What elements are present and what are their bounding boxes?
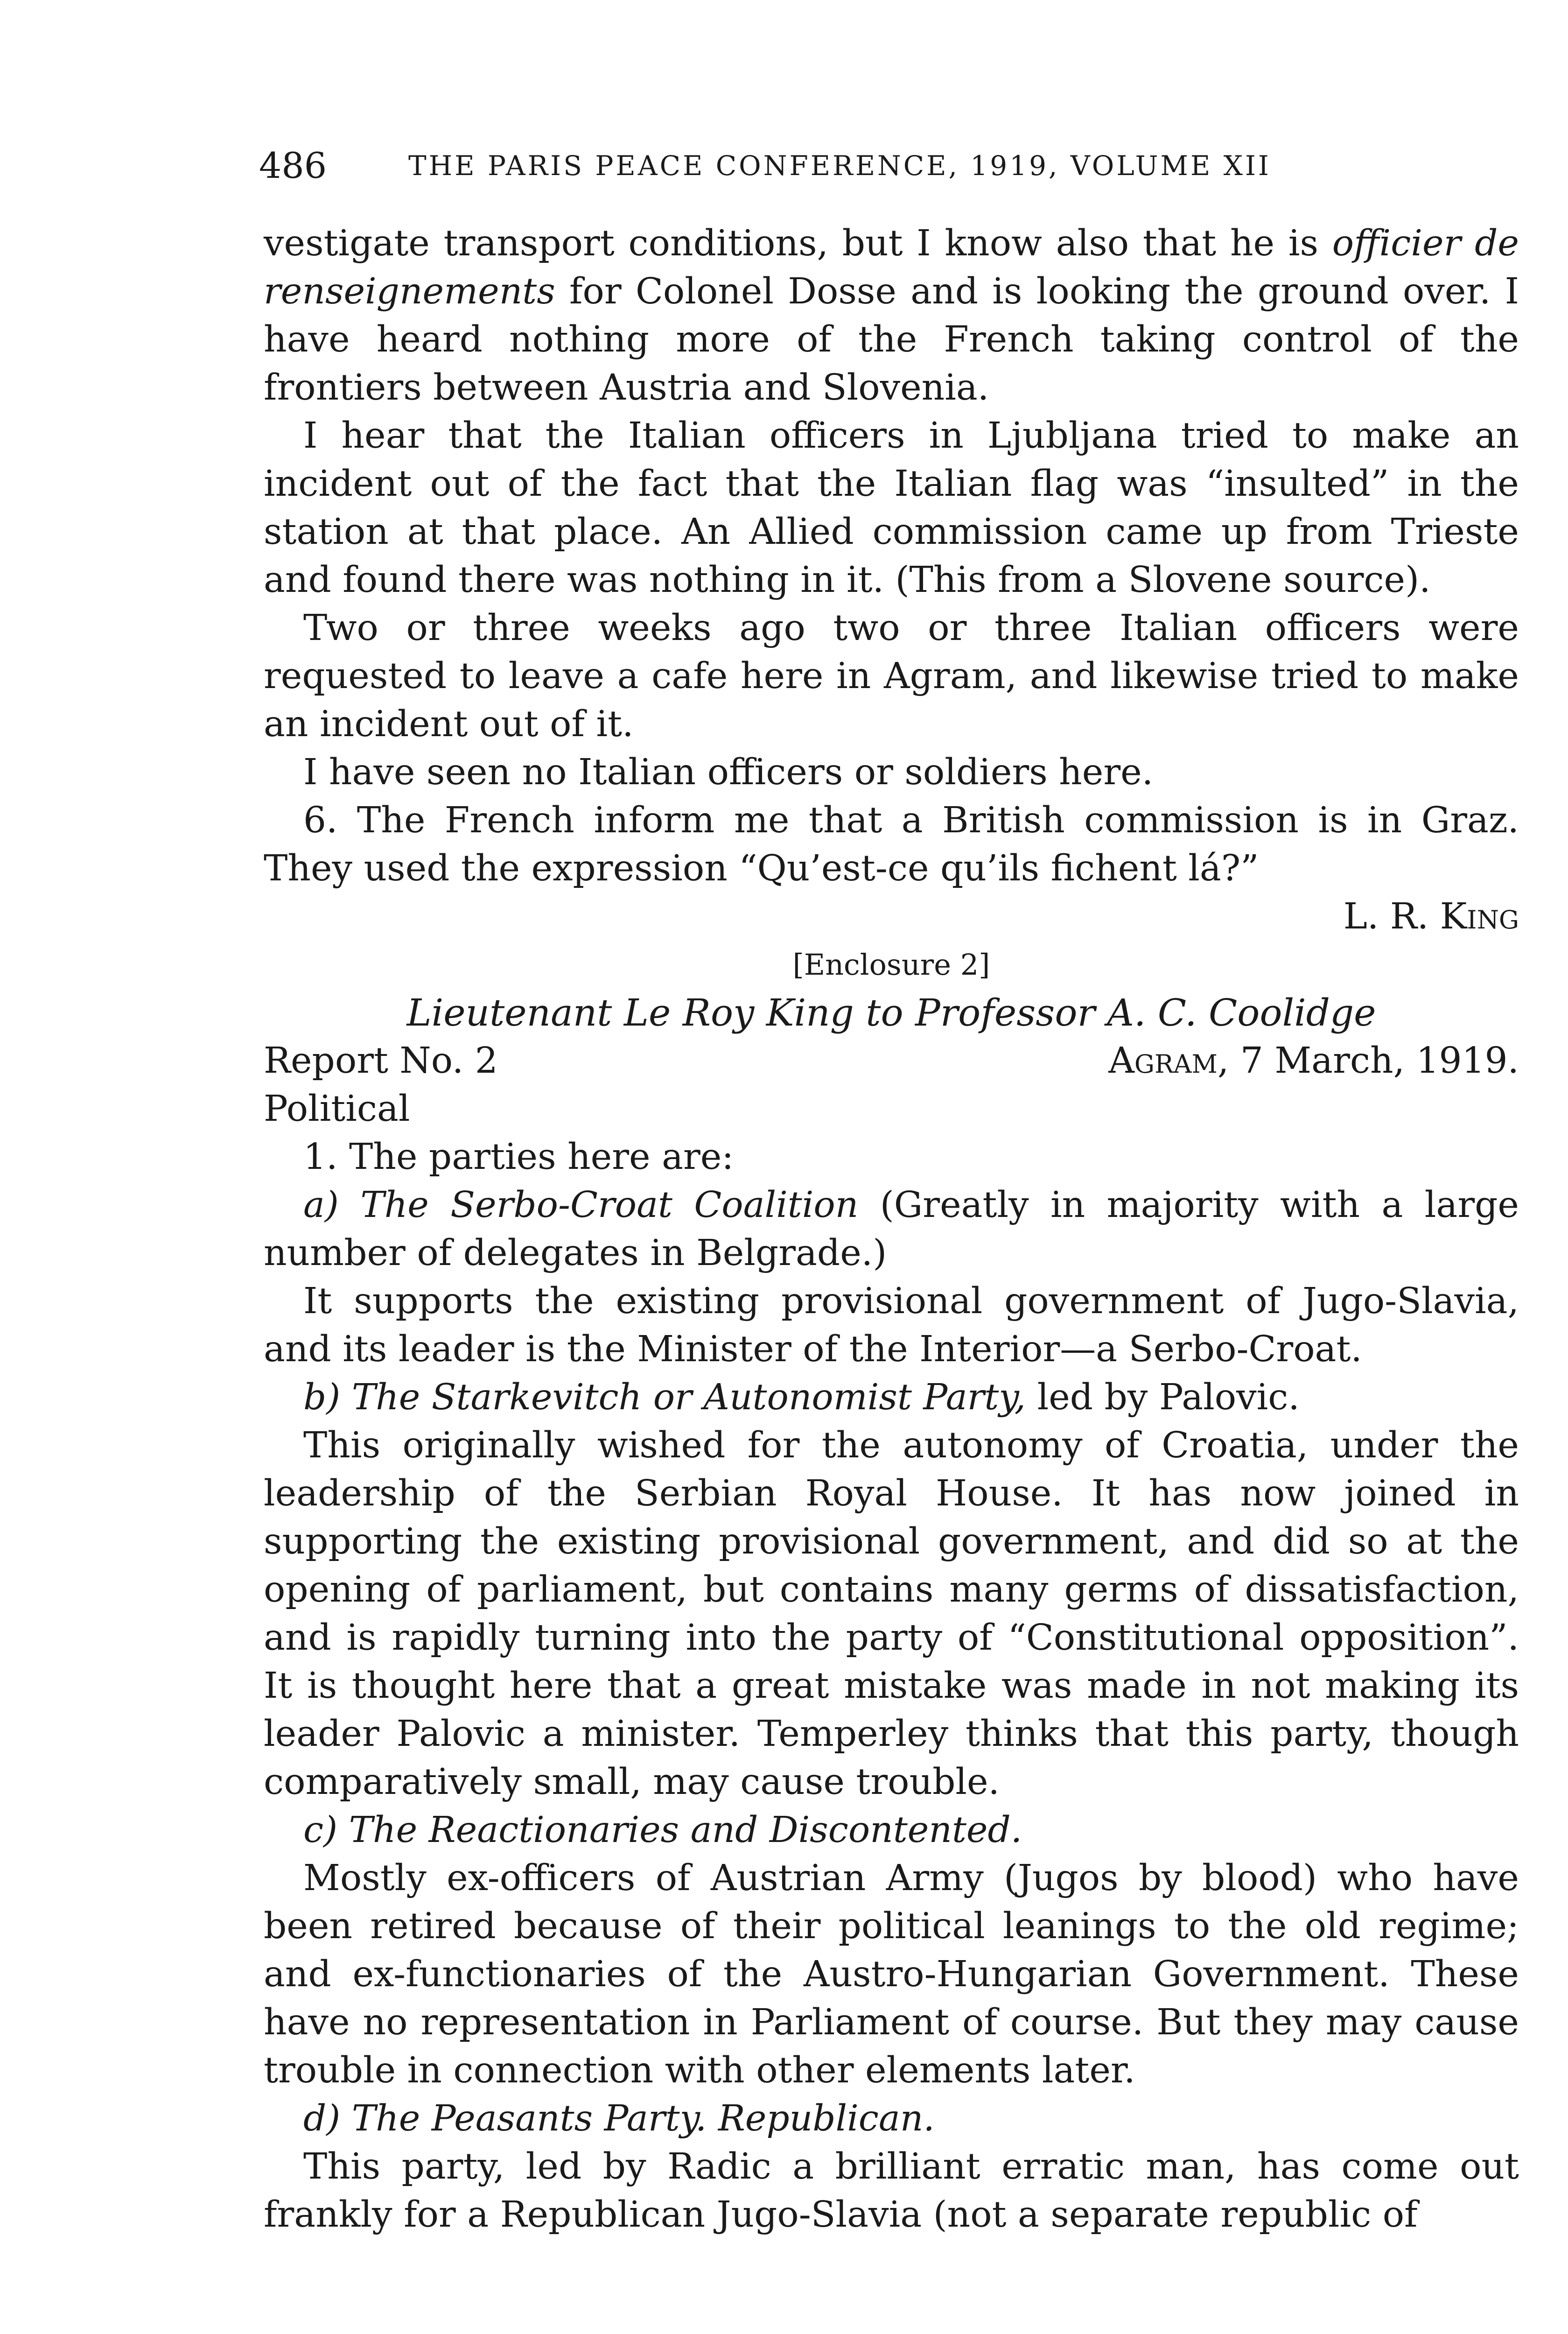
party-description: (Greatly in majority with a large number of delegates in Belgrade.) — [264, 1184, 1519, 1274]
paragraph-continuation — [264, 219, 1519, 412]
paragraph: I have seen no Italian officers or soldiers here. — [303, 752, 1154, 793]
report-dateline — [1108, 1037, 1519, 1085]
list-label: c) — [303, 1809, 349, 1851]
numbered-item: 1. The parties here are: — [303, 1136, 734, 1178]
paragraph: It supports the existing provisional government of Jugo-Slavia, and its leader is the Minister of the Interior—a Serbo-Croat. — [264, 1280, 1519, 1370]
page-header — [259, 140, 1519, 191]
party-name: The Starkevitch or Autonomist Party, — [351, 1377, 1026, 1418]
enclosure-label: [Enclosure 2] — [792, 948, 990, 982]
party-name: The Serbo-Croat Coalition — [360, 1184, 859, 1226]
letter-heading: Lieutenant Le Roy King to Professor A. C. Coolidge — [406, 991, 1376, 1034]
paragraph: Two or three weeks ago two or three Italian officers were requested to leave a cafe here in Agram, and likewise tried to make an incident out of it. — [264, 607, 1519, 745]
party-b-heading — [264, 1373, 1519, 1421]
running-head: THE PARIS PEACE CONFERENCE, 1919, VOLUME XII — [408, 150, 1271, 182]
party-d-heading — [264, 2095, 1519, 2143]
list-label: a) — [303, 1184, 361, 1226]
report-date: , 7 March, 1919. — [1217, 1040, 1519, 1082]
party-c-heading — [264, 1806, 1519, 1854]
report-place: Agram — [1108, 1040, 1218, 1082]
signature: L. R. King — [1343, 896, 1519, 937]
paragraph: This party, led by Radic a brilliant erratic man, has come out frankly for a Republican Jugo-Slavia (not a separate republic of — [264, 2146, 1519, 2236]
party-a-heading — [264, 1181, 1519, 1277]
italic-phrase: officier de renseignements — [264, 223, 1519, 312]
party-name: The Peasants Party. Republican. — [351, 2098, 935, 2139]
report-category: Political — [264, 1088, 410, 1130]
report-number: Report No. 2 — [264, 1040, 498, 1082]
party-name: The Reactionaries and Discontented. — [349, 1809, 1022, 1851]
document-body — [264, 219, 1519, 2239]
list-label: d) — [303, 2098, 352, 2139]
paragraph: 6. The French inform me that a British commission is in Graz. They used the expression “Qu’est-ce qu’ils fichent lá?” — [264, 800, 1519, 889]
list-label: b) — [303, 1377, 352, 1418]
paragraph-text: vestigate transport conditions, but I know also that he is — [264, 223, 1332, 264]
paragraph: Mostly ex-officers of Austrian Army (Jugos by blood) who have been retired because of their political leanings to the old regime; and ex-functionaries of the Austro-Hungarian Government. These have no representation in Parliament of course. But they may cause trouble in connection with other elements later. — [264, 1857, 1519, 2091]
paragraph-text: for Colonel Dosse and is looking the ground over. I have heard nothing more of the French taking control of the frontiers between Austria and Slovenia. — [264, 271, 1519, 408]
report-line — [264, 1037, 1519, 1085]
paragraph: This originally wished for the autonomy of Croatia, under the leadership of the Serbian Royal House. It has now joined in supporting the existing provisional government, and did so at the opening of parliament, but contains many germs of dissatisfaction, and is rapidly turning into the party of “Constitutional opposition”. It is thought here that a great mistake was made in not making its leader Palovic a minister. Temperley thinks that this party, though comparatively small, may cause trouble. — [264, 1425, 1519, 1803]
page-number: 486 — [259, 145, 327, 186]
paragraph: I hear that the Italian officers in Ljubljana tried to make an incident out of the fact that the Italian flag was “insulted” in the station at that place. An Allied commission came up from Trieste and found there was nothing in it. (This from a Slovene source). — [264, 415, 1519, 601]
party-description: led by Palovic. — [1026, 1377, 1300, 1418]
